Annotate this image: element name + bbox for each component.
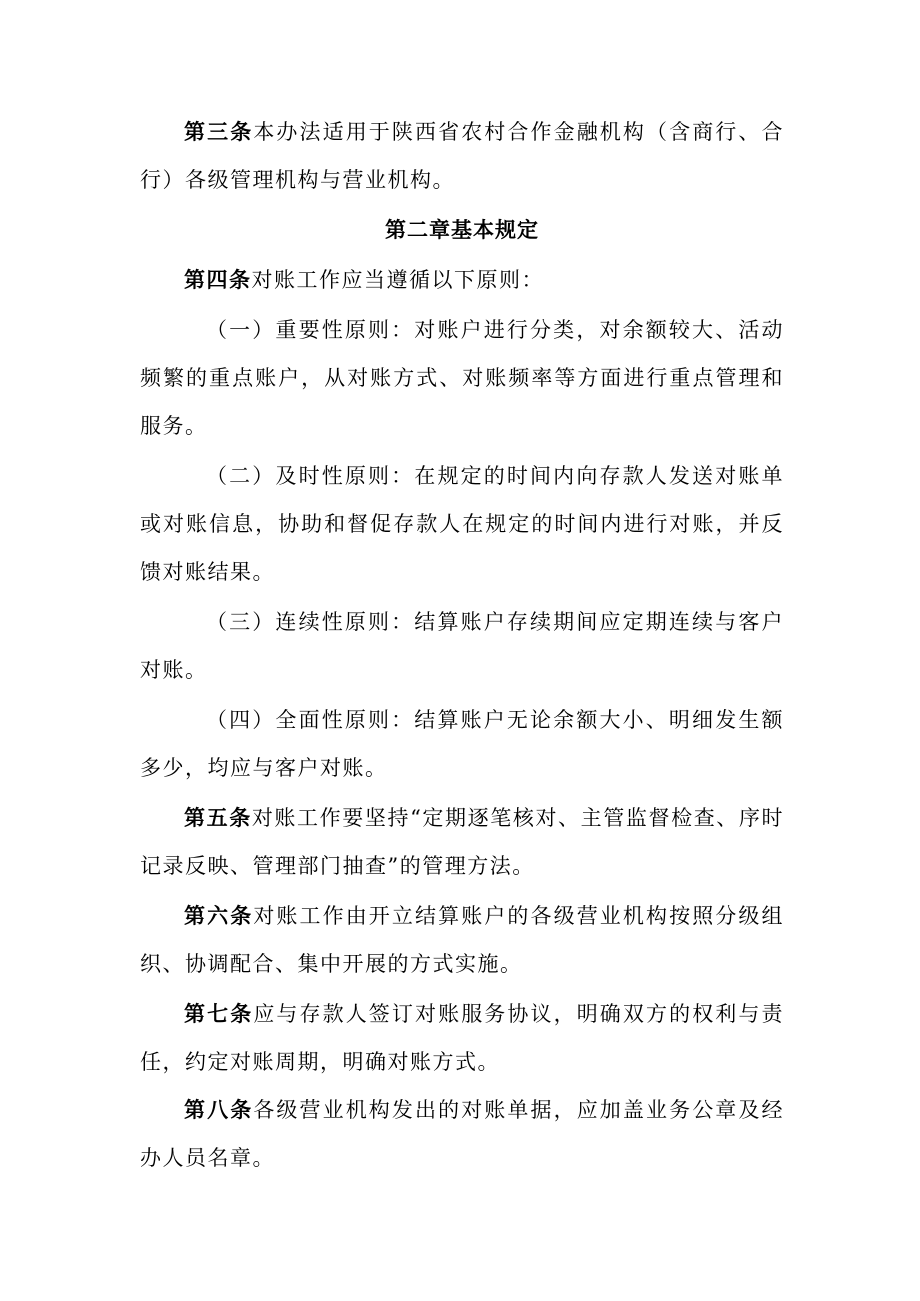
article-label: 第八条: [184, 1097, 254, 1122]
article-text: 对账工作要坚持“定期逐笔核对、主管监督检查、序时记录反映、管理部门抽查”的管理方法。: [140, 806, 785, 878]
article-3: [140, 108, 784, 204]
article-7: [140, 990, 784, 1086]
article-8: [140, 1086, 784, 1182]
article-6: [140, 892, 784, 988]
article-label: 第六条: [184, 903, 254, 928]
article-4: [140, 256, 784, 304]
article-label: 第三条: [184, 119, 254, 144]
document-page: [140, 108, 784, 1182]
chapter-title: 第二章基本规定: [385, 217, 539, 242]
article-text: 对账工作应当遵循以下原则：: [251, 268, 544, 292]
article-label: 第七条: [184, 1001, 254, 1026]
principle-1: （一）重要性原则：对账户进行分类，对余额较大、活动频繁的重点账户，从对账方式、对账频率等方面进行重点管理和服务。: [140, 318, 784, 438]
principle-4: （四）全面性原则：结算账户无论余额大小、明细发生额多少，均应与客户对账。: [140, 708, 784, 780]
principle-3: （三）连续性原则：结算账户存续期间应定期连续与客户对账。: [140, 610, 784, 682]
article-text: 应与存款人签订对账服务协议，明确双方的权利与责任，约定对账周期，明确对账方式。: [140, 1002, 785, 1074]
article-label: 第五条: [184, 805, 252, 830]
principle-2: （二）及时性原则：在规定的时间内向存款人发送对账单或对账信息，协助和督促存款人在规定的时间内进行对账，并反馈对账结果。: [140, 464, 784, 584]
article-5: [140, 794, 784, 890]
article-text: 本办法适用于陕西省农村合作金融机构（含商行、合行）各级管理机构与营业机构。: [140, 120, 785, 192]
article-label: 第四条: [184, 267, 252, 292]
article-text: 各级营业机构发出的对账单据，应加盖业务公章及经办人员名章。: [140, 1098, 785, 1170]
article-text: 对账工作由开立结算账户的各级营业机构按照分级组织、协调配合、集中开展的方式实施。: [140, 904, 785, 976]
